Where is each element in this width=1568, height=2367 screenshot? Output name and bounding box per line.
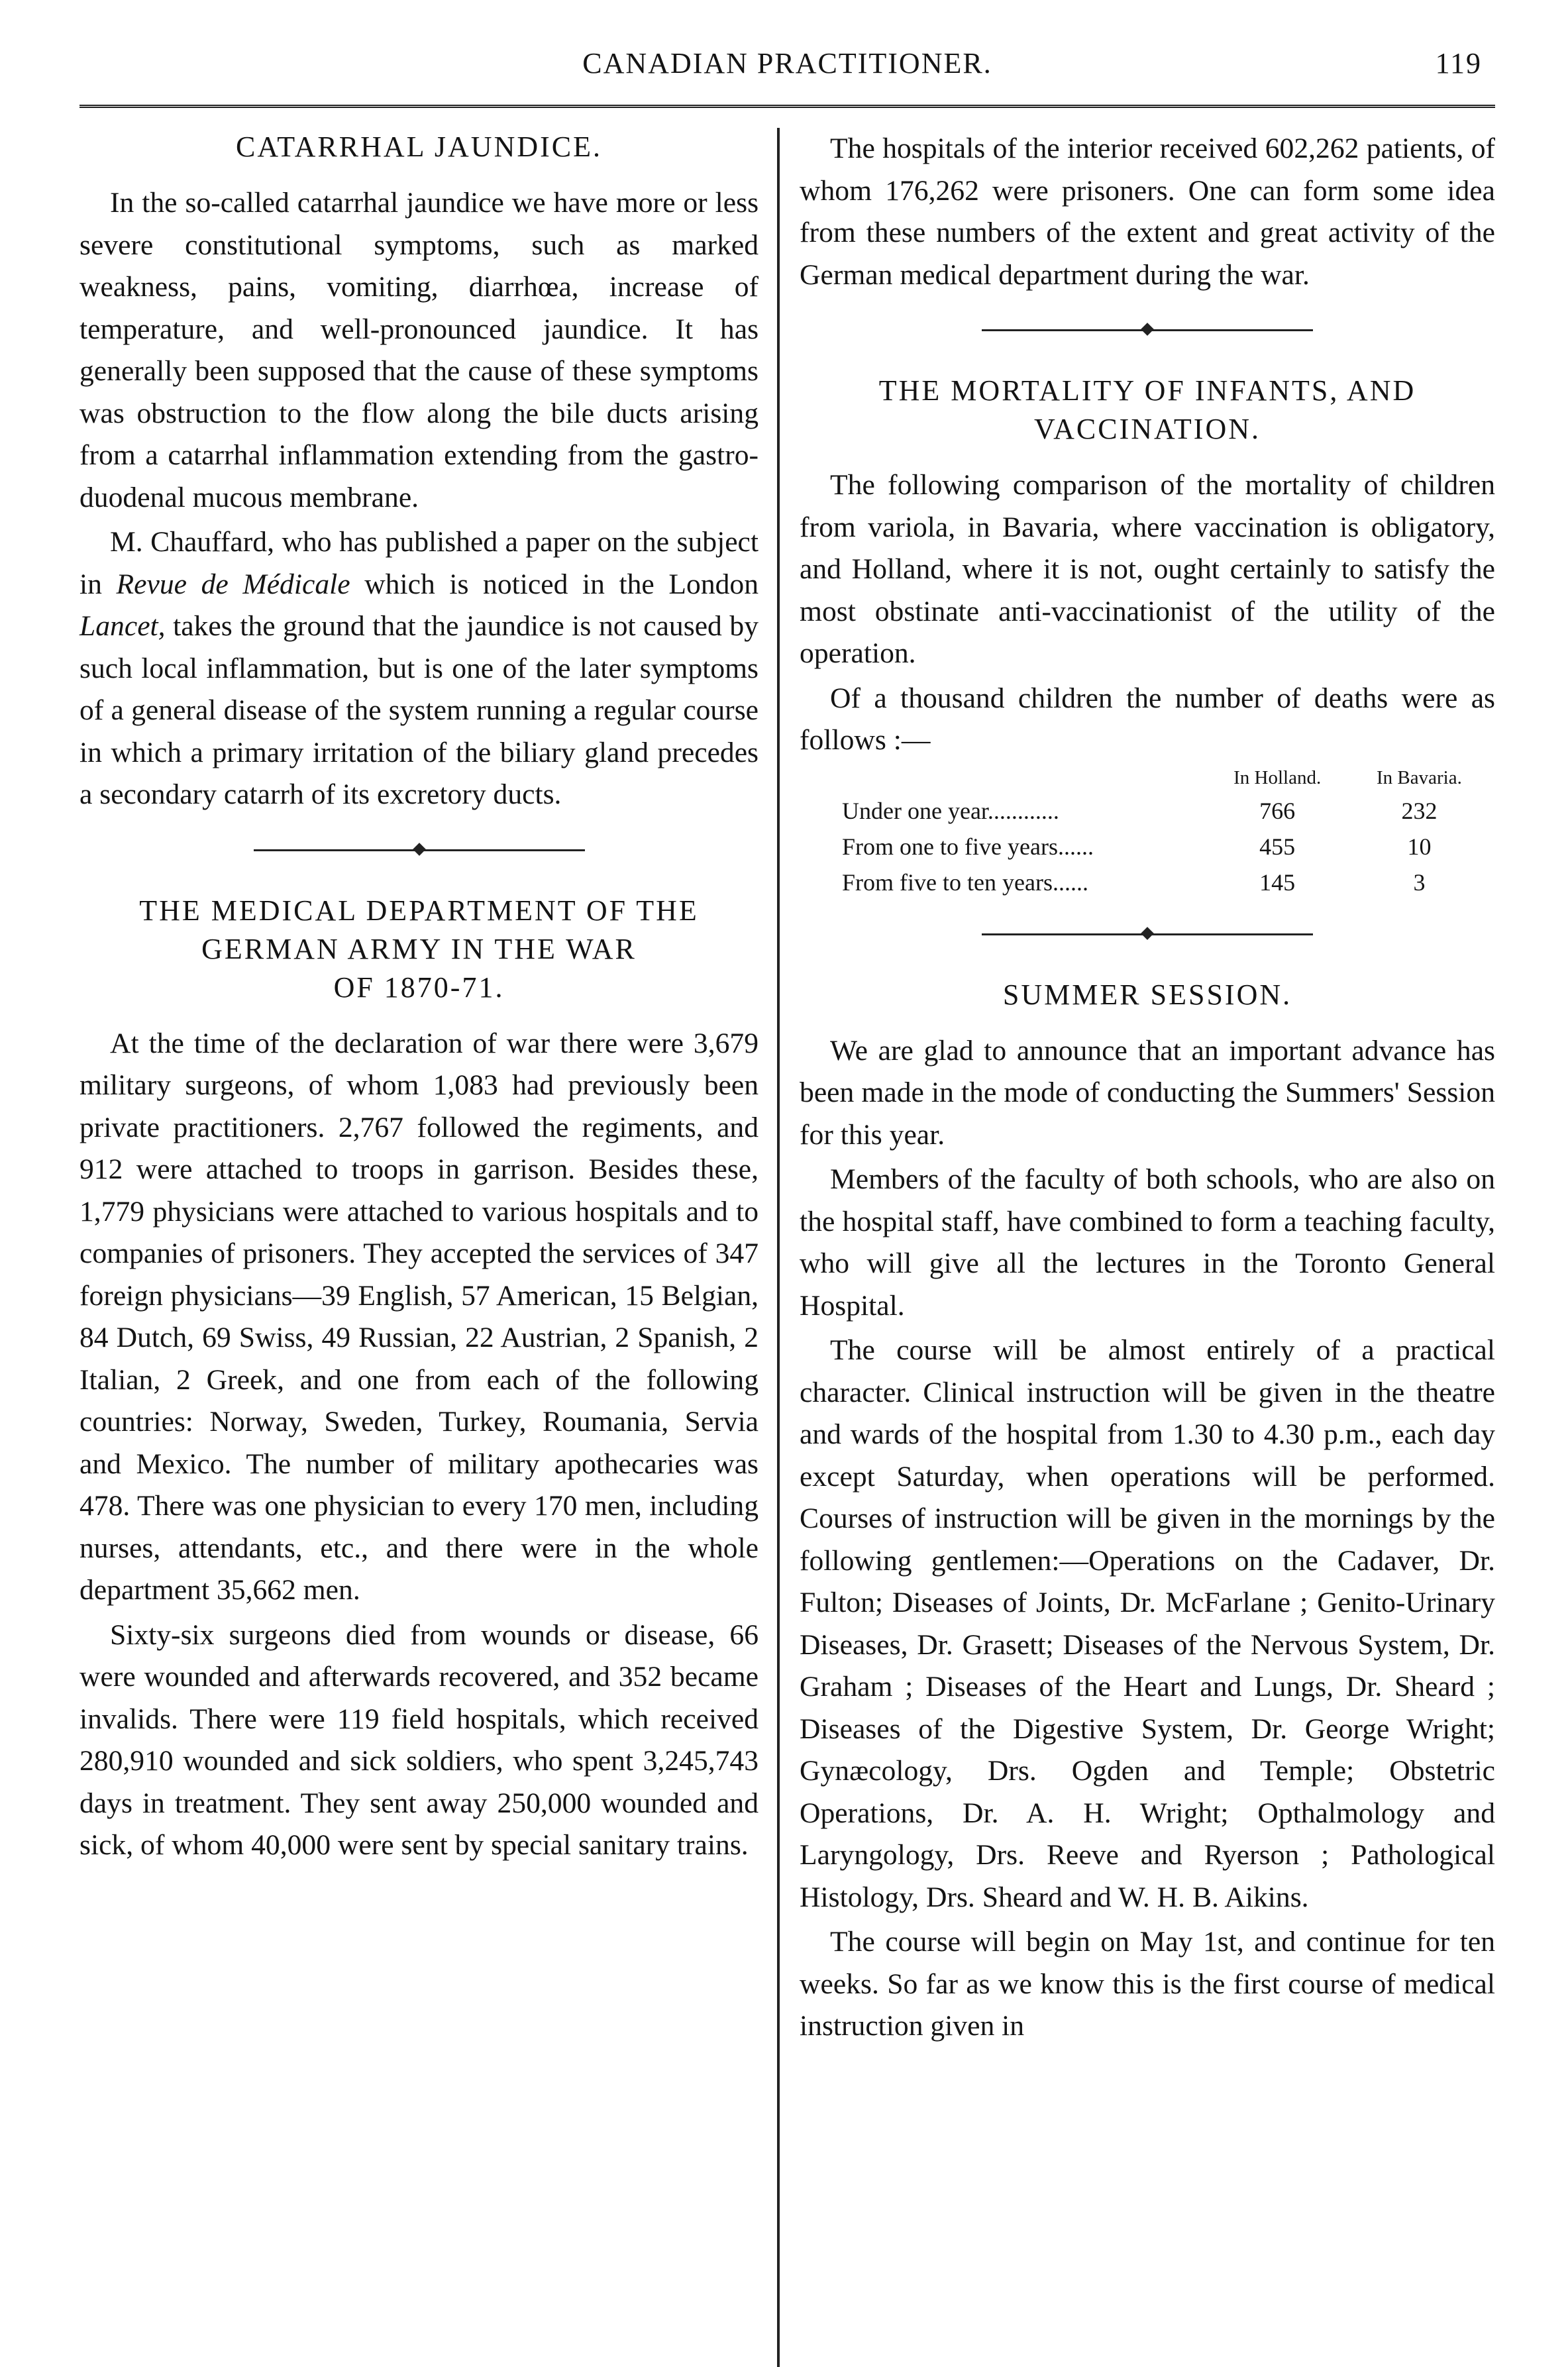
article-paragraph bbox=[79, 521, 758, 816]
table-cell-bavaria: 3 bbox=[1413, 868, 1426, 896]
article-paragraph: Sixty-six surgeons died from wounds or disease, 66 were wounded and afterwards recovered, and 352 became invalids. There were 119 field hospitals, which received 280,910 wounded and sick soldiers, who spent 3,245,743 days in treatment. They sent away 250,000 wounded and sick, of whom 40,000 were sent by special sanitary trains. bbox=[79, 1618, 759, 1861]
table-cell-bavaria: 232 bbox=[1401, 797, 1437, 824]
article-paragraph: Members of the faculty of both schools, who are also on the hospital staff, have combined to form a teaching faculty, who will give all the lectures in the Toronto General Hospital. bbox=[800, 1163, 1496, 1322]
text-run: takes the ground that the jaundice is not caused by such local inflammation, but is one of the later symptoms of a general disease of the system running a regular course in which a primary irritation of the biliary gland precedes a secondary catarrh of its excretory ducts. bbox=[79, 610, 759, 810]
table-header-holland: In Holland. bbox=[1233, 766, 1322, 788]
table-cell-holland: 145 bbox=[1259, 868, 1296, 896]
article-paragraph: The course will begin on May 1st, and continue for ten weeks. So far as we know this is the first course of medical instruction given in bbox=[800, 1926, 1496, 2042]
section-divider-ornament bbox=[982, 927, 1313, 941]
mortality-table bbox=[842, 767, 1495, 900]
section-divider-ornament bbox=[254, 843, 585, 857]
table-cell-holland: 766 bbox=[1259, 797, 1296, 824]
left-column bbox=[79, 128, 777, 2367]
diamond-ornament-icon bbox=[413, 843, 426, 856]
table-row bbox=[842, 865, 1495, 900]
article-paragraph: In the so-called catarrhal jaundice we have more or less severe constitutional symptoms, such as marked weakness, pains, vomiting, diarrhœa, increase of temperature, and well-pronounced jaundice. It has generally been supposed that the cause of these symptoms was obstruction to the flow along the bile ducts arising from a catarrhal inflammation extending from the gastro-duodenal mucous membrane. bbox=[79, 187, 759, 513]
title-line: OF 1870-71. bbox=[333, 971, 505, 1004]
diamond-ornament-icon bbox=[1141, 323, 1154, 336]
article-paragraph-continued: The hospitals of the interior received 602,262 patients, of whom 176,262 were prisoners. One can form some idea from these numbers of the extent and great activity of the German medical department during the war. bbox=[800, 132, 1496, 291]
article-paragraph: The course will be almost entirely of a practical character. Clinical instruction will be given in the theatre and wards of the hospital from 1.30 to 4.30 p.m., each day except Saturday, when operations will be performed. Courses of instruction will be given in the mornings by the following gentlemen:—Operations on the Cadaver, Dr. Fulton; Diseases of Joints, Dr. McFarlane ; Genito-Urinary Diseases, Dr. Grasett; Diseases of the Nervous System, Dr. Graham ; Diseases of the Heart and Lungs, Dr. Sheard ; Diseases of the Digestive System, Dr. George Wright; Gynæcology, Drs. Ogden and Temple; Obstetric Operations, Dr. A. H. Wright; Opthalmology and Laryngology, Drs. Reeve and Ryerson ; Pathological Histology, Drs. Sheard and W. H. B. Aikins. bbox=[800, 1334, 1496, 1913]
table-row bbox=[842, 829, 1495, 865]
journal-title: CANADIAN PRACTITIONER. bbox=[582, 47, 992, 79]
diamond-ornament-icon bbox=[1141, 927, 1154, 940]
title-line: THE MORTALITY OF INFANTS, AND bbox=[878, 374, 1416, 407]
table-cell-bavaria: 10 bbox=[1407, 833, 1432, 860]
text-run: which is noticed in the London bbox=[350, 568, 759, 600]
article-paragraph: The following comparison of the mortality of children from variola, in Bavaria, where vaccination is obligatory, and Holland, where it is not, ought certainly to satisfy the most obstinate anti-vaccinationist of the utility of the operation. bbox=[800, 469, 1496, 669]
table-header-cell bbox=[842, 767, 1211, 793]
table-row-label: From one to five years...... bbox=[842, 833, 1094, 860]
table-row-label: From five to ten years...... bbox=[842, 868, 1088, 896]
article-paragraph: At the time of the declaration of war there were 3,679 military surgeons, of whom 1,083 had previously been private practitioners. 2,767 followed the regiments, and 912 were attached to troops in garrison. Besides these, 1,779 physicians were attached to various hospitals and to companies of prisoners. They accepted the services of 347 foreign physicians—39 English, 57 American, 15 Belgian, 84 Dutch, 69 Swiss, 49 Russian, 22 Austrian, 2 Spanish, 2 Italian, 2 Greek, and one from each of the following countries: Norway, Sweden, Turkey, Roumania, Servia and Mexico. The number of military apothecaries was 478. There was one physician to every 170 men, including nurses, attendants, etc., and there were in the whole department 35,662 men. bbox=[79, 1027, 759, 1606]
article-paragraph: Of a thousand children the number of deaths were as follows :— bbox=[800, 682, 1496, 756]
article-title-catarrhal-jaundice: CATARRHAL JAUNDICE. bbox=[236, 131, 602, 163]
text-run: M. Chauffard, who has published a paper on the subject in bbox=[79, 526, 759, 600]
article-title-medical-department bbox=[79, 892, 758, 1007]
journal-name-lancet: Lancet, bbox=[79, 610, 166, 642]
page-number: 119 bbox=[1435, 47, 1482, 79]
table-cell-holland: 455 bbox=[1259, 833, 1296, 860]
journal-name-revue: Revue de Médicale bbox=[116, 568, 350, 600]
right-column bbox=[780, 128, 1495, 2367]
article-paragraph: We are glad to announce that an important advance has been made in the mode of conducting the Summers' Session for this year. bbox=[800, 1034, 1496, 1151]
section-divider-ornament bbox=[982, 323, 1313, 337]
table-row-label: Under one year............ bbox=[842, 797, 1059, 824]
table-row bbox=[842, 793, 1495, 829]
title-line: THE MEDICAL DEPARTMENT OF THE bbox=[139, 894, 699, 927]
table-header-bavaria: In Bavaria. bbox=[1377, 766, 1462, 788]
title-line: GERMAN ARMY IN THE WAR bbox=[201, 932, 637, 965]
two-column-body bbox=[79, 128, 1495, 2367]
title-line: VACCINATION. bbox=[1034, 413, 1261, 445]
table-header-row bbox=[842, 767, 1495, 793]
article-title-summer-session: SUMMER SESSION. bbox=[1002, 978, 1292, 1011]
header-rule bbox=[79, 105, 1495, 108]
article-title-mortality-of-infants bbox=[800, 372, 1495, 448]
running-head bbox=[79, 46, 1495, 93]
